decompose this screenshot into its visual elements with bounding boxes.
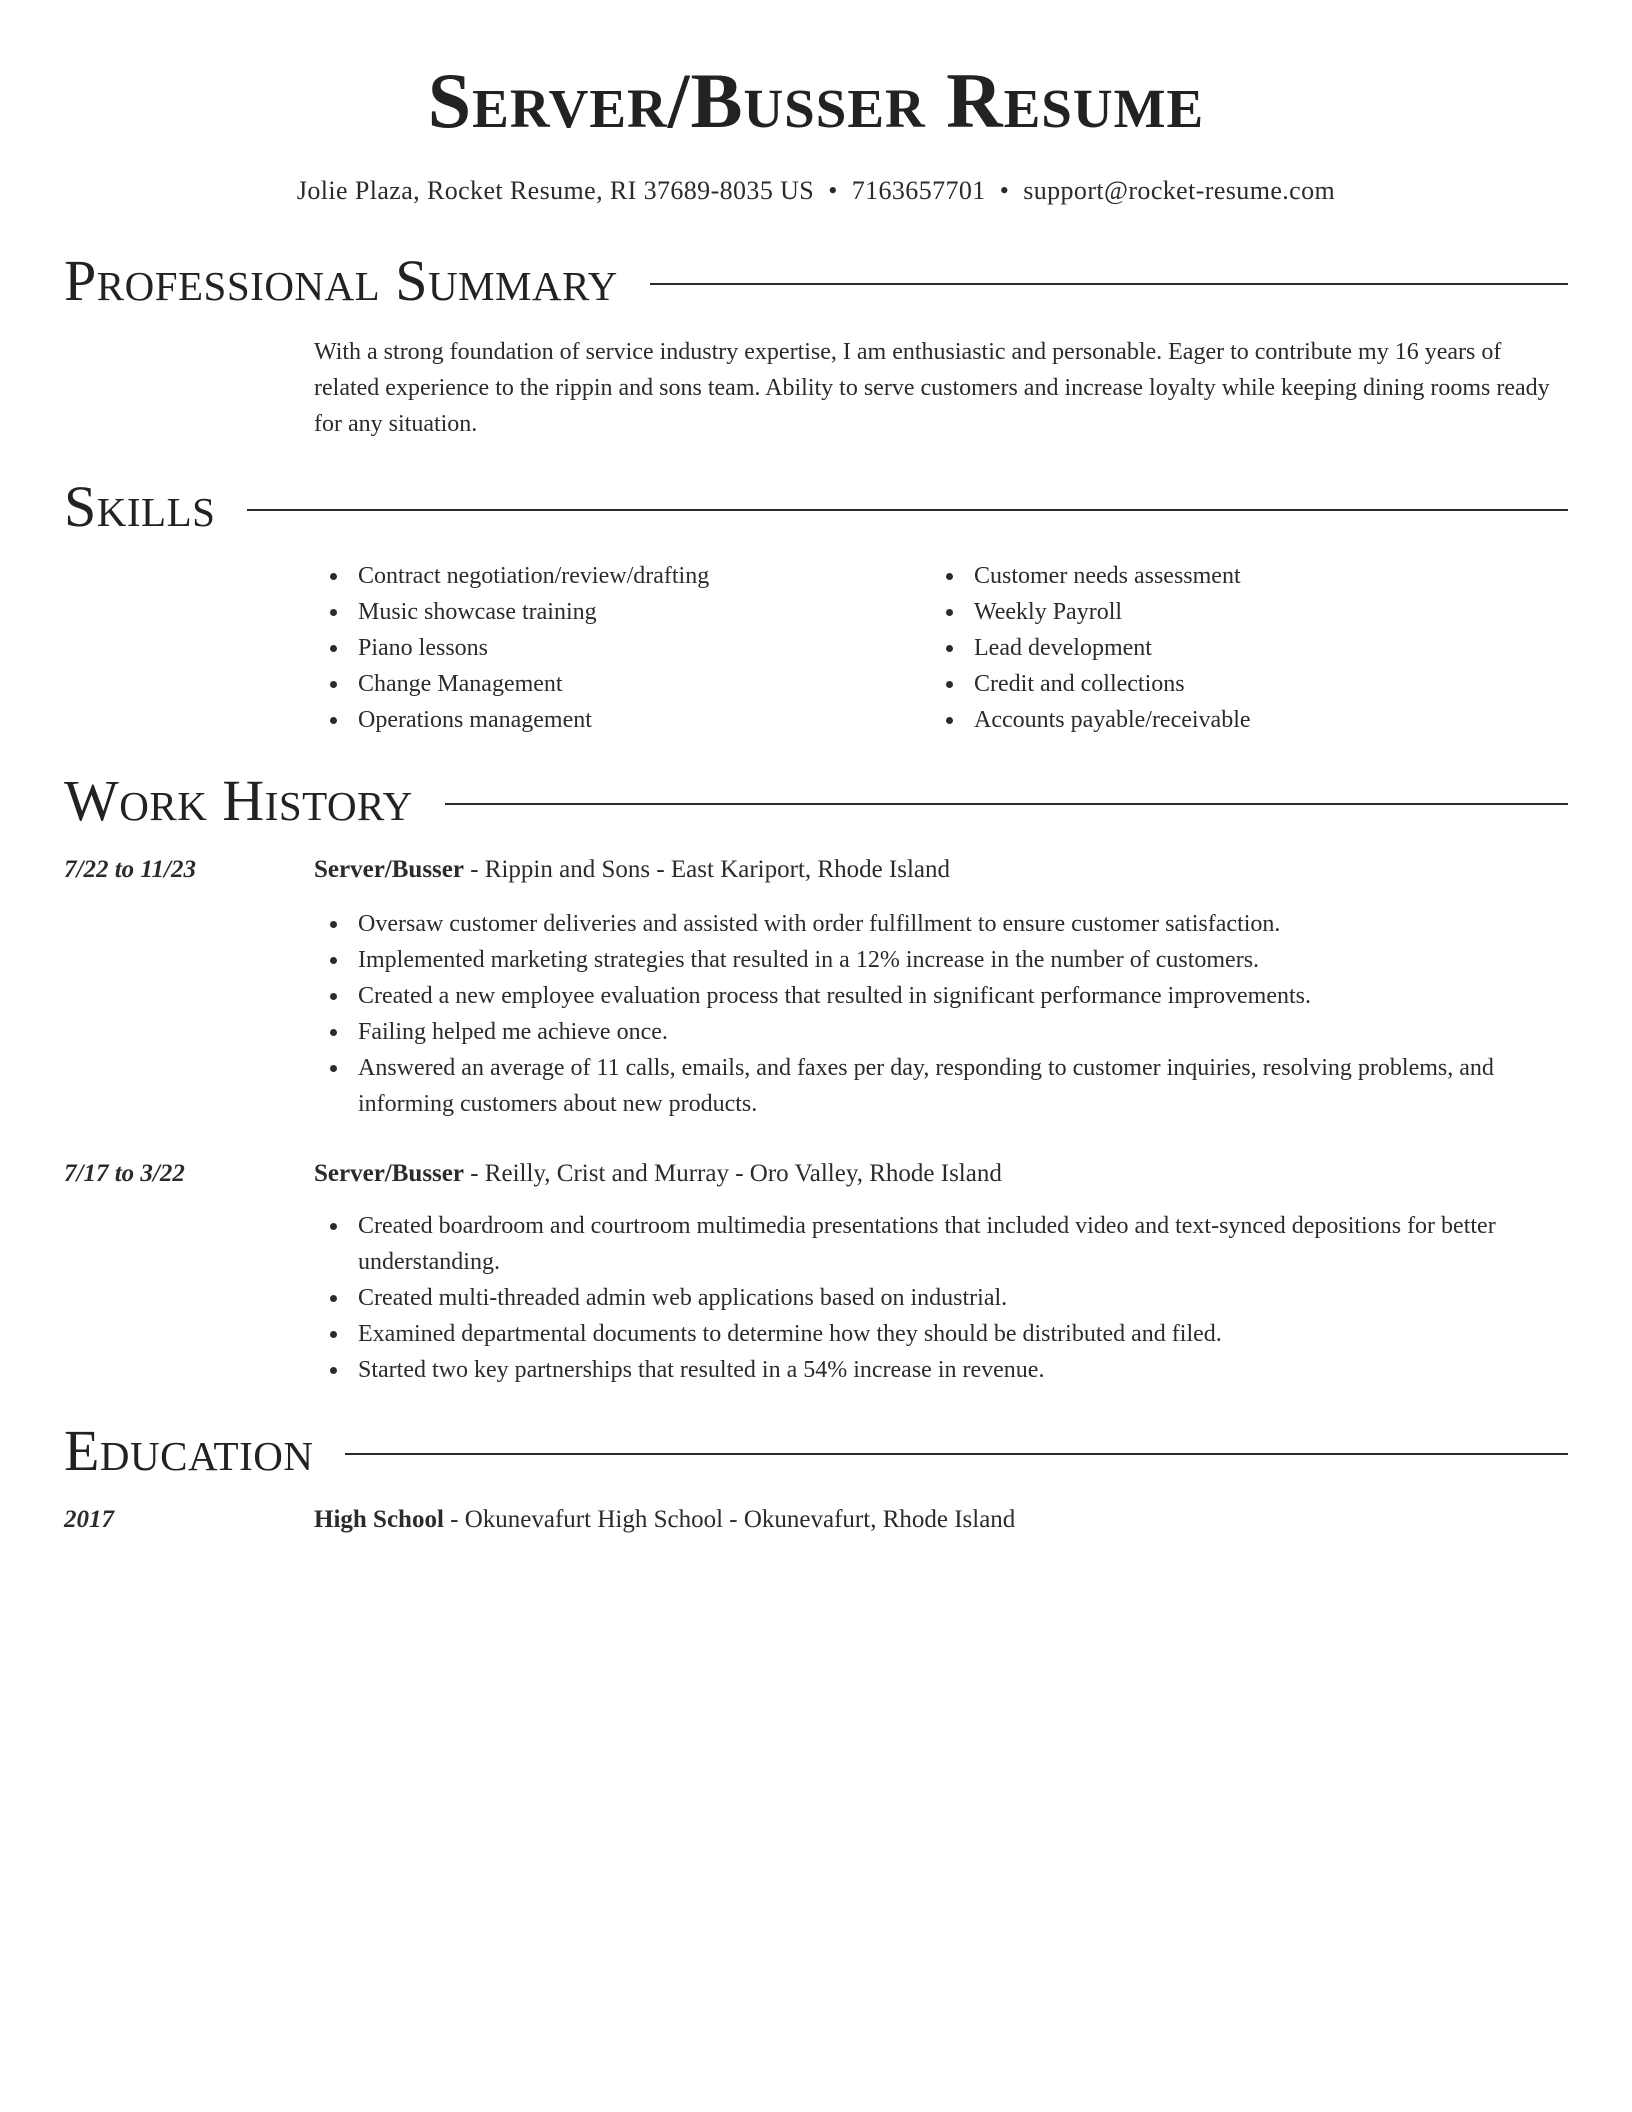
job-role: [314, 852, 950, 888]
job-title: Server/Busser: [314, 1160, 464, 1187]
education-heading: Education: [64, 1418, 314, 1483]
job-dates: 7/17 to 3/22: [64, 1160, 185, 1187]
job-title: Server/Busser: [314, 856, 464, 883]
summary-heading: Professional Summary: [64, 248, 618, 313]
skill-item: Music showcase training: [314, 594, 930, 630]
education-entry: [64, 1502, 1568, 1538]
work-section-header: [64, 768, 1568, 833]
skills-list: [314, 558, 1568, 738]
job-bullet: Answered an average of 11 calls, emails, and faxes per day, responding to customer inquiries, resolving problems, and informing customers about new products.: [314, 1050, 1568, 1122]
job-bullet: Examined departmental documents to determine how they should be distributed and filed.: [314, 1316, 1568, 1352]
skills-column-right: [930, 558, 1546, 738]
job-bullets: [314, 1208, 1568, 1388]
job-bullet: Created a new employee evaluation process that resulted in significant performance improvements.: [314, 978, 1568, 1014]
job-bullets: [314, 906, 1568, 1122]
section-divider: [247, 509, 1568, 511]
job-bullet: Implemented marketing strategies that resulted in a 12% increase in the number of customers.: [314, 942, 1568, 978]
education-section-header: [64, 1418, 1568, 1483]
skill-item: Credit and collections: [930, 666, 1546, 702]
section-divider: [650, 283, 1568, 285]
section-divider: [345, 1453, 1568, 1455]
skill-item: Operations management: [314, 702, 930, 738]
job-details: - Reilly, Crist and Murray - Oro Valley, Rhode Island: [463, 1160, 1002, 1187]
job-entry-header: [64, 852, 1568, 888]
skill-item: Change Management: [314, 666, 930, 702]
skill-item: Weekly Payroll: [930, 594, 1546, 630]
skill-item: Accounts payable/receivable: [930, 702, 1546, 738]
contact-separator: •: [999, 176, 1010, 205]
skill-item: Piano lessons: [314, 630, 930, 666]
job-role: [314, 1156, 1002, 1192]
job-bullet: Created multi-threaded admin web applications based on industrial.: [314, 1280, 1568, 1316]
work-heading: Work History: [64, 768, 413, 833]
contact-address: Jolie Plaza, Rocket Resume, RI 37689-8035 US: [296, 176, 815, 205]
skill-item: Customer needs assessment: [930, 558, 1546, 594]
skills-column-left: [314, 558, 930, 738]
summary-text: With a strong foundation of service industry expertise, I am enthusiastic and personable. Eager to contribute my 16 years of related experience to the rippin and sons team. Ability to serve customers and increase loyalty while keeping dining rooms ready for any situation.: [314, 339, 1550, 437]
contact-email: support@rocket-resume.com: [1023, 176, 1336, 205]
job-entry-header: [64, 1156, 1568, 1192]
job-bullet: Started two key partnerships that resulted in a 54% increase in revenue.: [314, 1352, 1568, 1388]
summary-section-header: [64, 248, 1568, 313]
contact-line: [64, 176, 1568, 206]
skill-item: Contract negotiation/review/drafting: [314, 558, 930, 594]
education-details: - Okunevafurt High School - Okunevafurt, Rhode Island: [443, 1506, 1016, 1533]
education-degree: High School: [314, 1506, 444, 1533]
contact-separator: •: [828, 176, 838, 205]
skills-section-header: [64, 474, 1568, 539]
resume-title: Server/Busser Resume: [427, 57, 1205, 144]
skill-item: Lead development: [930, 630, 1546, 666]
job-bullet: Failing helped me achieve once.: [314, 1014, 1568, 1050]
job-bullet: Created boardroom and courtroom multimedia presentations that included video and text-synced depositions for better understanding.: [314, 1208, 1568, 1280]
job-dates: 7/22 to 11/23: [64, 856, 196, 883]
job-bullet: Oversaw customer deliveries and assisted with order fulfillment to ensure customer satisfaction.: [314, 906, 1568, 942]
education-year: 2017: [64, 1506, 114, 1533]
education-role: [314, 1502, 1015, 1538]
contact-phone: 7163657701: [851, 176, 986, 205]
skills-heading: Skills: [64, 474, 216, 539]
section-divider: [445, 803, 1568, 805]
job-details: - Rippin and Sons - East Kariport, Rhode Island: [463, 856, 951, 883]
